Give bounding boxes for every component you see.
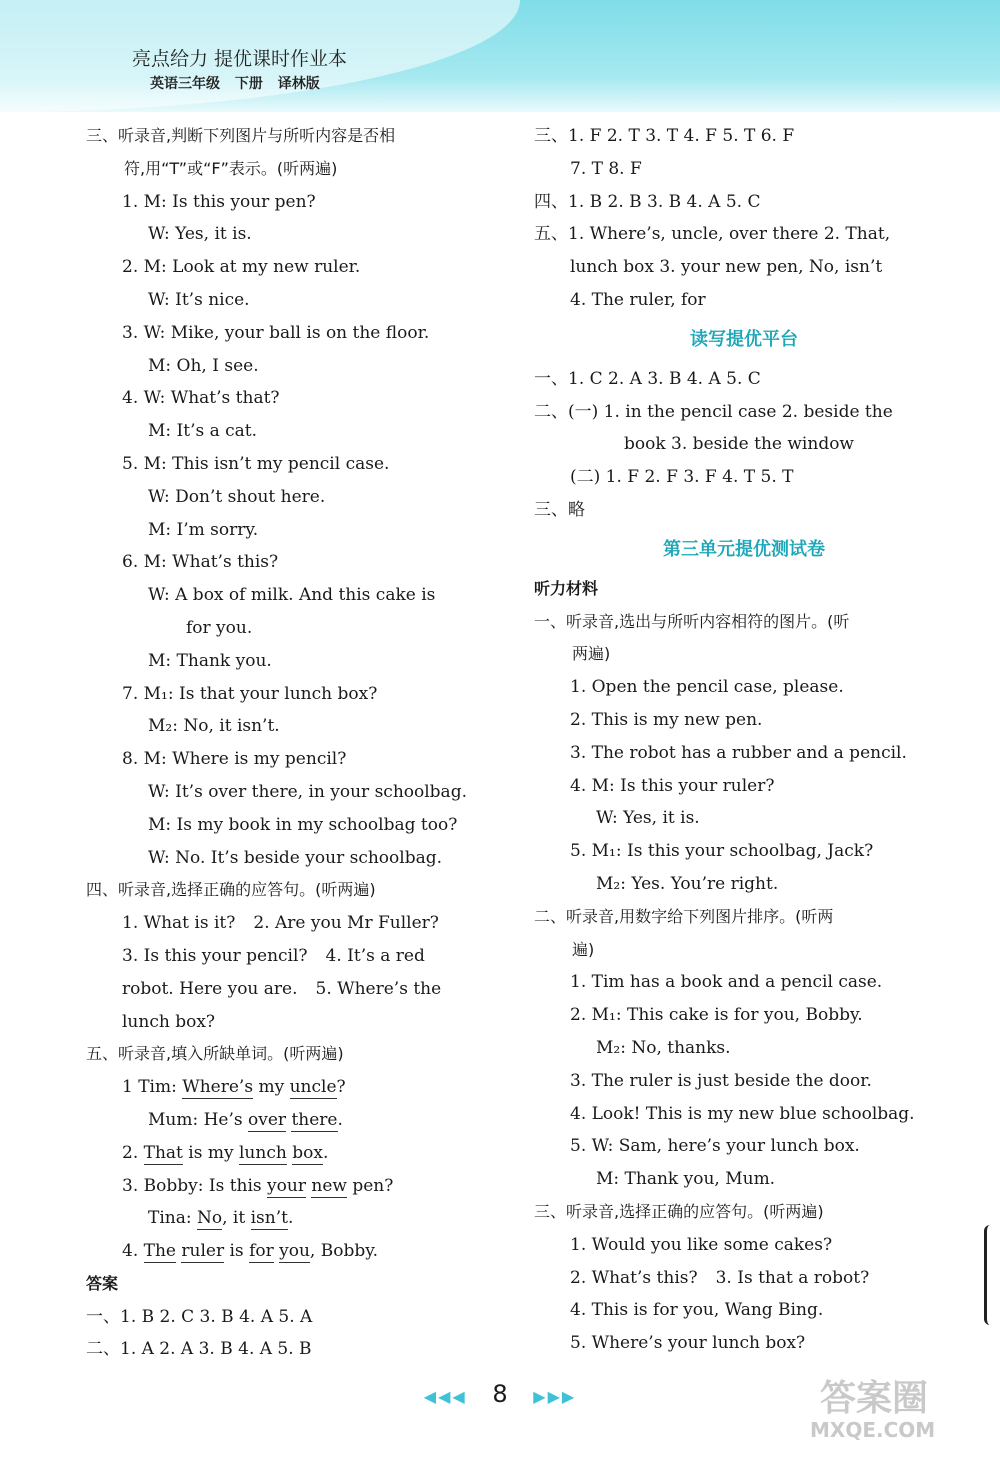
fill-answer: isn’t [250, 1208, 288, 1229]
question-text: robot. Here you are. [122, 978, 298, 999]
fill-text: pen? [346, 1175, 394, 1196]
question-text: 1. What is it? [122, 913, 236, 934]
listening-material-heading: 听力材料 [534, 578, 599, 598]
fill-answer: The [143, 1241, 176, 1262]
answer-line: 7. T 8. F [570, 158, 642, 179]
script-text: 2. What’s this? [570, 1267, 698, 1288]
answer-line: 一、1. B 2. C 3. B 4. A 5. A [86, 1306, 313, 1327]
fill-answer: your [267, 1175, 306, 1196]
fill-answer: box [292, 1142, 323, 1163]
script-line: 4. This is for you, Wang Bing. [570, 1300, 824, 1321]
answer-line: (二) 1. F 2. F 3. F 4. T 5. T [570, 467, 794, 488]
fill-text: Mum: He’s [148, 1109, 249, 1130]
dialog-line: W: Don’t shout here. [148, 486, 326, 507]
fill-answer: over [248, 1109, 287, 1130]
script-line: 4. Look! This is my new blue schoolbag. [570, 1103, 915, 1124]
fill-text: . [337, 1109, 343, 1130]
script-line: 1. Open the pencil case, please. [570, 677, 844, 698]
script-line [534, 1262, 954, 1295]
question-line [86, 973, 496, 1006]
dialog-line: 5. M: This isn’t my pencil case. [122, 453, 390, 474]
left-arrows-icon: ◀◀◀ [423, 1387, 467, 1406]
script-line: 2. This is my new pen. [570, 709, 763, 730]
fill-answer: new [311, 1175, 347, 1196]
question-text: 3. Is this your pencil? [122, 945, 308, 966]
script-line: 1. Would you like some cakes? [570, 1234, 833, 1255]
question-text: 2. Are you Mr Fuller? [253, 913, 439, 934]
answer-line: 二、(一) 1. in the pencil case 2. beside the [534, 401, 893, 422]
dialog-line: M: It’s a cat. [148, 421, 258, 442]
fill-answer: uncle [289, 1077, 337, 1098]
section-title-reading-writing: 读写提优平台 [690, 328, 798, 350]
fill-text: 1 Tim: [122, 1077, 183, 1098]
page-edge-mark [984, 1225, 1000, 1325]
dialog-line: 6. M: What’s this? [122, 552, 279, 573]
book-title: 亮点给力 提优课时作业本 [132, 48, 348, 70]
fill-text: Tina: [148, 1208, 197, 1229]
fill-answer: there [291, 1109, 338, 1130]
script-line: 3. The ruler is just beside the door. [570, 1070, 872, 1091]
section-3-heading: 三、听录音,判断下列图片与所听内容是否相 [86, 126, 396, 145]
watermark [800, 1370, 990, 1450]
question-line [86, 907, 496, 940]
answer-line: 一、1. C 2. A 3. B 4. A 5. C [534, 368, 761, 389]
fill-text: . [322, 1142, 329, 1163]
fill-text: 3. Bobby: Is this [122, 1175, 268, 1196]
fill-answer: lunch [239, 1142, 287, 1163]
answer-line: 4. The ruler, for [570, 289, 706, 310]
section-3-heading-cont: 符,用“T”或“F”表示。(听两遍) [124, 158, 338, 178]
section-5-heading: 五、听录音,填入所缺单词。(听两遍) [86, 1044, 344, 1064]
book-subtitle: 英语三年级 下册 译林版 [150, 76, 320, 92]
fill-answer: for [249, 1241, 274, 1262]
fill-line [86, 1202, 496, 1235]
header-band [0, 0, 1000, 112]
dialog-line: 8. M: Where is my pencil? [122, 749, 347, 770]
script-line: 2. M₁: This cake is for you, Bobby. [570, 1005, 863, 1026]
right-arrows-icon: ▶▶▶ [533, 1387, 577, 1406]
answer-line: book 3. beside the window [624, 434, 854, 455]
dialog-line: 3. W: Mike, your ball is on the floor. [122, 322, 430, 343]
fill-line [86, 1235, 496, 1268]
script-line: M₂: No, thanks. [596, 1037, 731, 1058]
dialog-line: W: No. It’s beside your schoolbag. [148, 847, 442, 868]
script-line: W: Yes, it is. [596, 808, 700, 829]
page-number: 8 [492, 1380, 508, 1408]
script-line: M: Thank you, Mum. [596, 1169, 776, 1190]
dialog-line: W: It’s nice. [148, 289, 250, 310]
fill-text: 2. [122, 1142, 144, 1163]
fill-line [86, 1170, 496, 1203]
fill-text: is my [182, 1142, 239, 1163]
fill-text: , Bobby. [309, 1241, 378, 1262]
answer-line: 三、1. F 2. T 3. T 4. F 5. T 6. F [534, 126, 795, 146]
script-line: M₂: Yes. You’re right. [596, 873, 779, 894]
fill-answer: Where’s [182, 1077, 254, 1098]
fill-text: ? [336, 1077, 346, 1098]
script-line: 5. W: Sam, here’s your lunch box. [570, 1136, 860, 1157]
fill-line [86, 1104, 496, 1137]
script-text: 3. Is that a robot? [715, 1267, 870, 1288]
dialog-line: 1. M: Is this your pen? [122, 191, 316, 212]
answer-line: 二、1. A 2. A 3. B 4. A 5. B [86, 1339, 312, 1360]
fill-line [86, 1071, 496, 1104]
test-3-heading: 三、听录音,选择正确的应答句。(听两遍) [534, 1201, 824, 1221]
answers-heading: 答案 [86, 1273, 119, 1293]
dialog-line: W: Yes, it is. [148, 224, 252, 245]
watermark-text: 答案圈 [820, 1378, 929, 1419]
script-line: 5. Where’s your lunch box? [570, 1333, 806, 1354]
dialog-line: 7. M₁: Is that your lunch box? [122, 683, 378, 704]
question-text: 4. It’s a red [325, 945, 425, 966]
test-2-heading: 二、听录音,用数字给下列图片排序。(听两 [534, 906, 834, 926]
fill-line [86, 1137, 496, 1170]
answer-line: lunch box 3. your new pen, No, isn’t [570, 257, 883, 278]
watermark-url: MXQE.COM [810, 1418, 936, 1442]
script-line: 1. Tim has a book and a pencil case. [570, 972, 883, 993]
dialog-line: M: Is my book in my schoolbag too? [148, 814, 458, 835]
dialog-line: M₂: No, it isn’t. [148, 716, 280, 737]
answer-line: 三、略 [534, 499, 585, 520]
dialog-line: for you. [186, 617, 253, 638]
test-1-heading: 一、听录音,选出与所听内容相符的图片。(听 [534, 611, 850, 631]
script-line: 4. M: Is this your ruler? [570, 775, 775, 796]
section-4-heading: 四、听录音,选择正确的应答句。(听两遍) [86, 880, 376, 900]
right-column [534, 120, 954, 1360]
fill-answer: ruler [181, 1241, 225, 1262]
dialog-line: W: It’s over there, in your schoolbag. [148, 781, 467, 802]
dialog-line: M: Oh, I see. [148, 355, 259, 376]
fill-text: is [224, 1241, 250, 1262]
script-line: 5. M₁: Is this your schoolbag, Jack? [570, 841, 874, 862]
answer-line: 四、1. B 2. B 3. B 4. A 5. C [534, 191, 761, 212]
test-2-heading-cont: 遍) [572, 939, 595, 959]
dialog-line: 2. M: Look at my new ruler. [122, 257, 361, 278]
fill-text: , it [222, 1208, 251, 1229]
fill-text: 4. [122, 1241, 144, 1262]
dialog-line: W: A box of milk. And this cake is [148, 585, 436, 606]
fill-answer: That [143, 1142, 183, 1163]
left-column [86, 120, 496, 1366]
script-line: 3. The robot has a rubber and a pencil. [570, 742, 907, 763]
question-line [86, 940, 496, 973]
test-1-heading-cont: 两遍) [572, 644, 611, 664]
section-title-unit-3-test: 第三单元提优测试卷 [663, 538, 825, 560]
dialog-line: M: Thank you. [148, 650, 272, 671]
question-text: 5. Where’s the [315, 978, 442, 999]
fill-text: . [287, 1208, 294, 1229]
fill-text: my [253, 1077, 290, 1098]
dialog-line: M: I’m sorry. [148, 519, 259, 540]
question-line: lunch box? [122, 1011, 216, 1032]
dialog-line: 4. W: What’s that? [122, 388, 280, 409]
answer-line: 五、1. Where’s, uncle, over there 2. That, [534, 224, 891, 245]
fill-answer: you [279, 1241, 310, 1262]
fill-answer: No [197, 1208, 223, 1229]
